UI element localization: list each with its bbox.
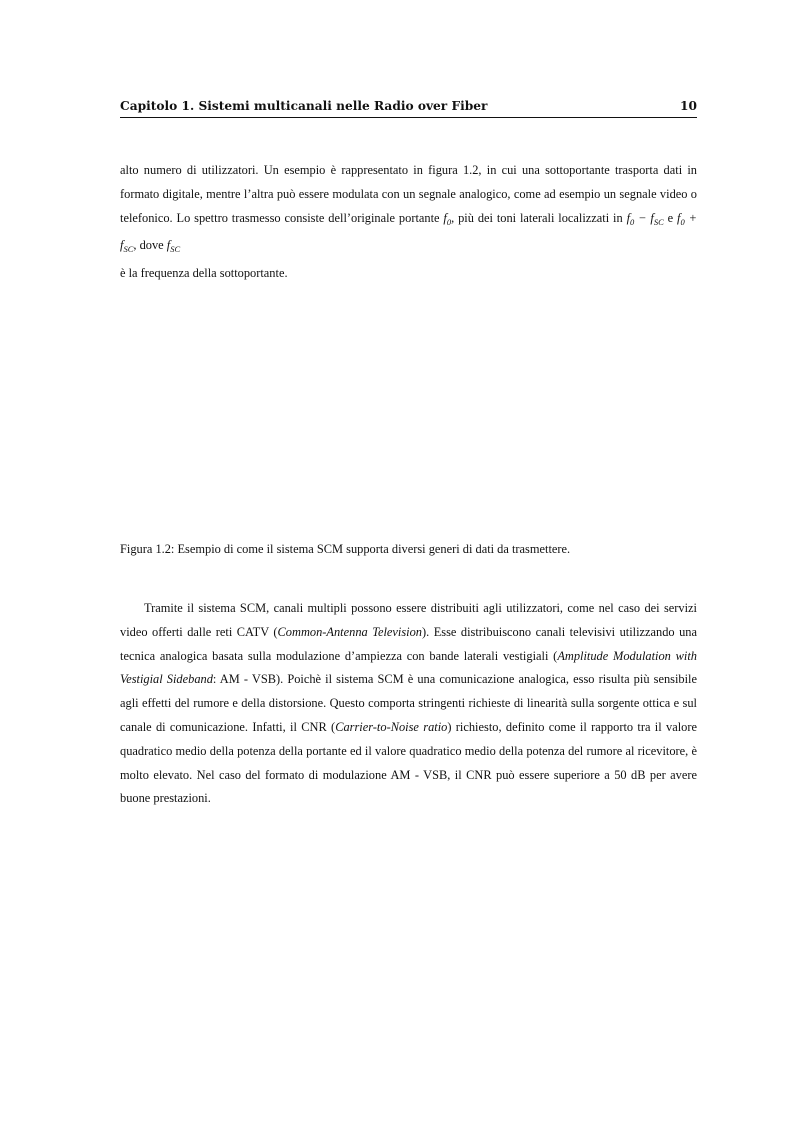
chapter-title: Capitolo 1. Sistemi multicanali nelle Radio over Fiber xyxy=(120,99,488,113)
paragraph-scm: Tramite il sistema SCM, canali multipli possono essere distribuiti agli utilizzatori, come nel caso dei servizi video offerti dalle reti CATV (Common-Antenna Television). Esse distribuiscono canali televisivi utilizzando una tecnica analogica basata sulla modulazione d’ampiezza con bande laterali vestigiali (Amplitude Modulation with Vestigial Sideband: AM - VSB). Poichè il sistema SCM è una comunicazione analogica, esso risulta più sensibile agli effetti del rumore e della distorsione. Questo comporta stringenti richieste di linearità sulla sorgente ottica e sul canale di comunicazione. Infatti, il CNR (Carrier-to-Noise ratio) richiesto, definito come il rapporto tra il valore quadratico medio della potenza della portante ed il valore quadratico medio della potenza del rumore al ricevitore, è molto elevato. Nel caso del formato di modulazione AM - VSB, il CNR può essere superiore a 50 dB per avere buone prestazioni. xyxy=(120,601,697,806)
term-catv: Common-Antenna Television xyxy=(277,624,422,639)
term-cnr: Carrier-to-Noise ratio xyxy=(335,719,448,734)
paragraph-intro: alto numero di utilizzatori. Un esempio è rappresentato in figura 1.2, in cui una sottoportante trasporta dati in formato digitale, mentre l’altra può essere modulata con un segnale analogico, come ad esempio un segnale video o telefonico. Lo spettro trasmesso consiste dell’originale portante $f_0$, più dei toni laterali localizzati in $f_0 - f_{SC}$ e $f_0 + f_{SC}$, dove $f_{SC}$ è la frequenza della sottoportante. xyxy=(120,163,697,281)
term-am-vsb: Amplitude Modulation with Vestigial Sideband xyxy=(120,648,697,687)
header-rule xyxy=(120,117,697,118)
page-number: 10 xyxy=(680,99,697,113)
expr-f0-plus-fsc: $f_0 + f_{SC}$ xyxy=(120,210,697,255)
figure-caption: Figura 1.2: Esempio di come il sistema SCM supporta diversi generi di dati da trasmettere. xyxy=(120,542,571,556)
symbol-fsc: $f_{SC}$ xyxy=(166,238,181,255)
symbol-f0: $f_0$ xyxy=(443,210,452,227)
expr-f0-minus-fsc: $f_0 - f_{SC}$ xyxy=(626,210,664,227)
running-header xyxy=(120,99,697,117)
figure-placeholder xyxy=(120,290,697,530)
